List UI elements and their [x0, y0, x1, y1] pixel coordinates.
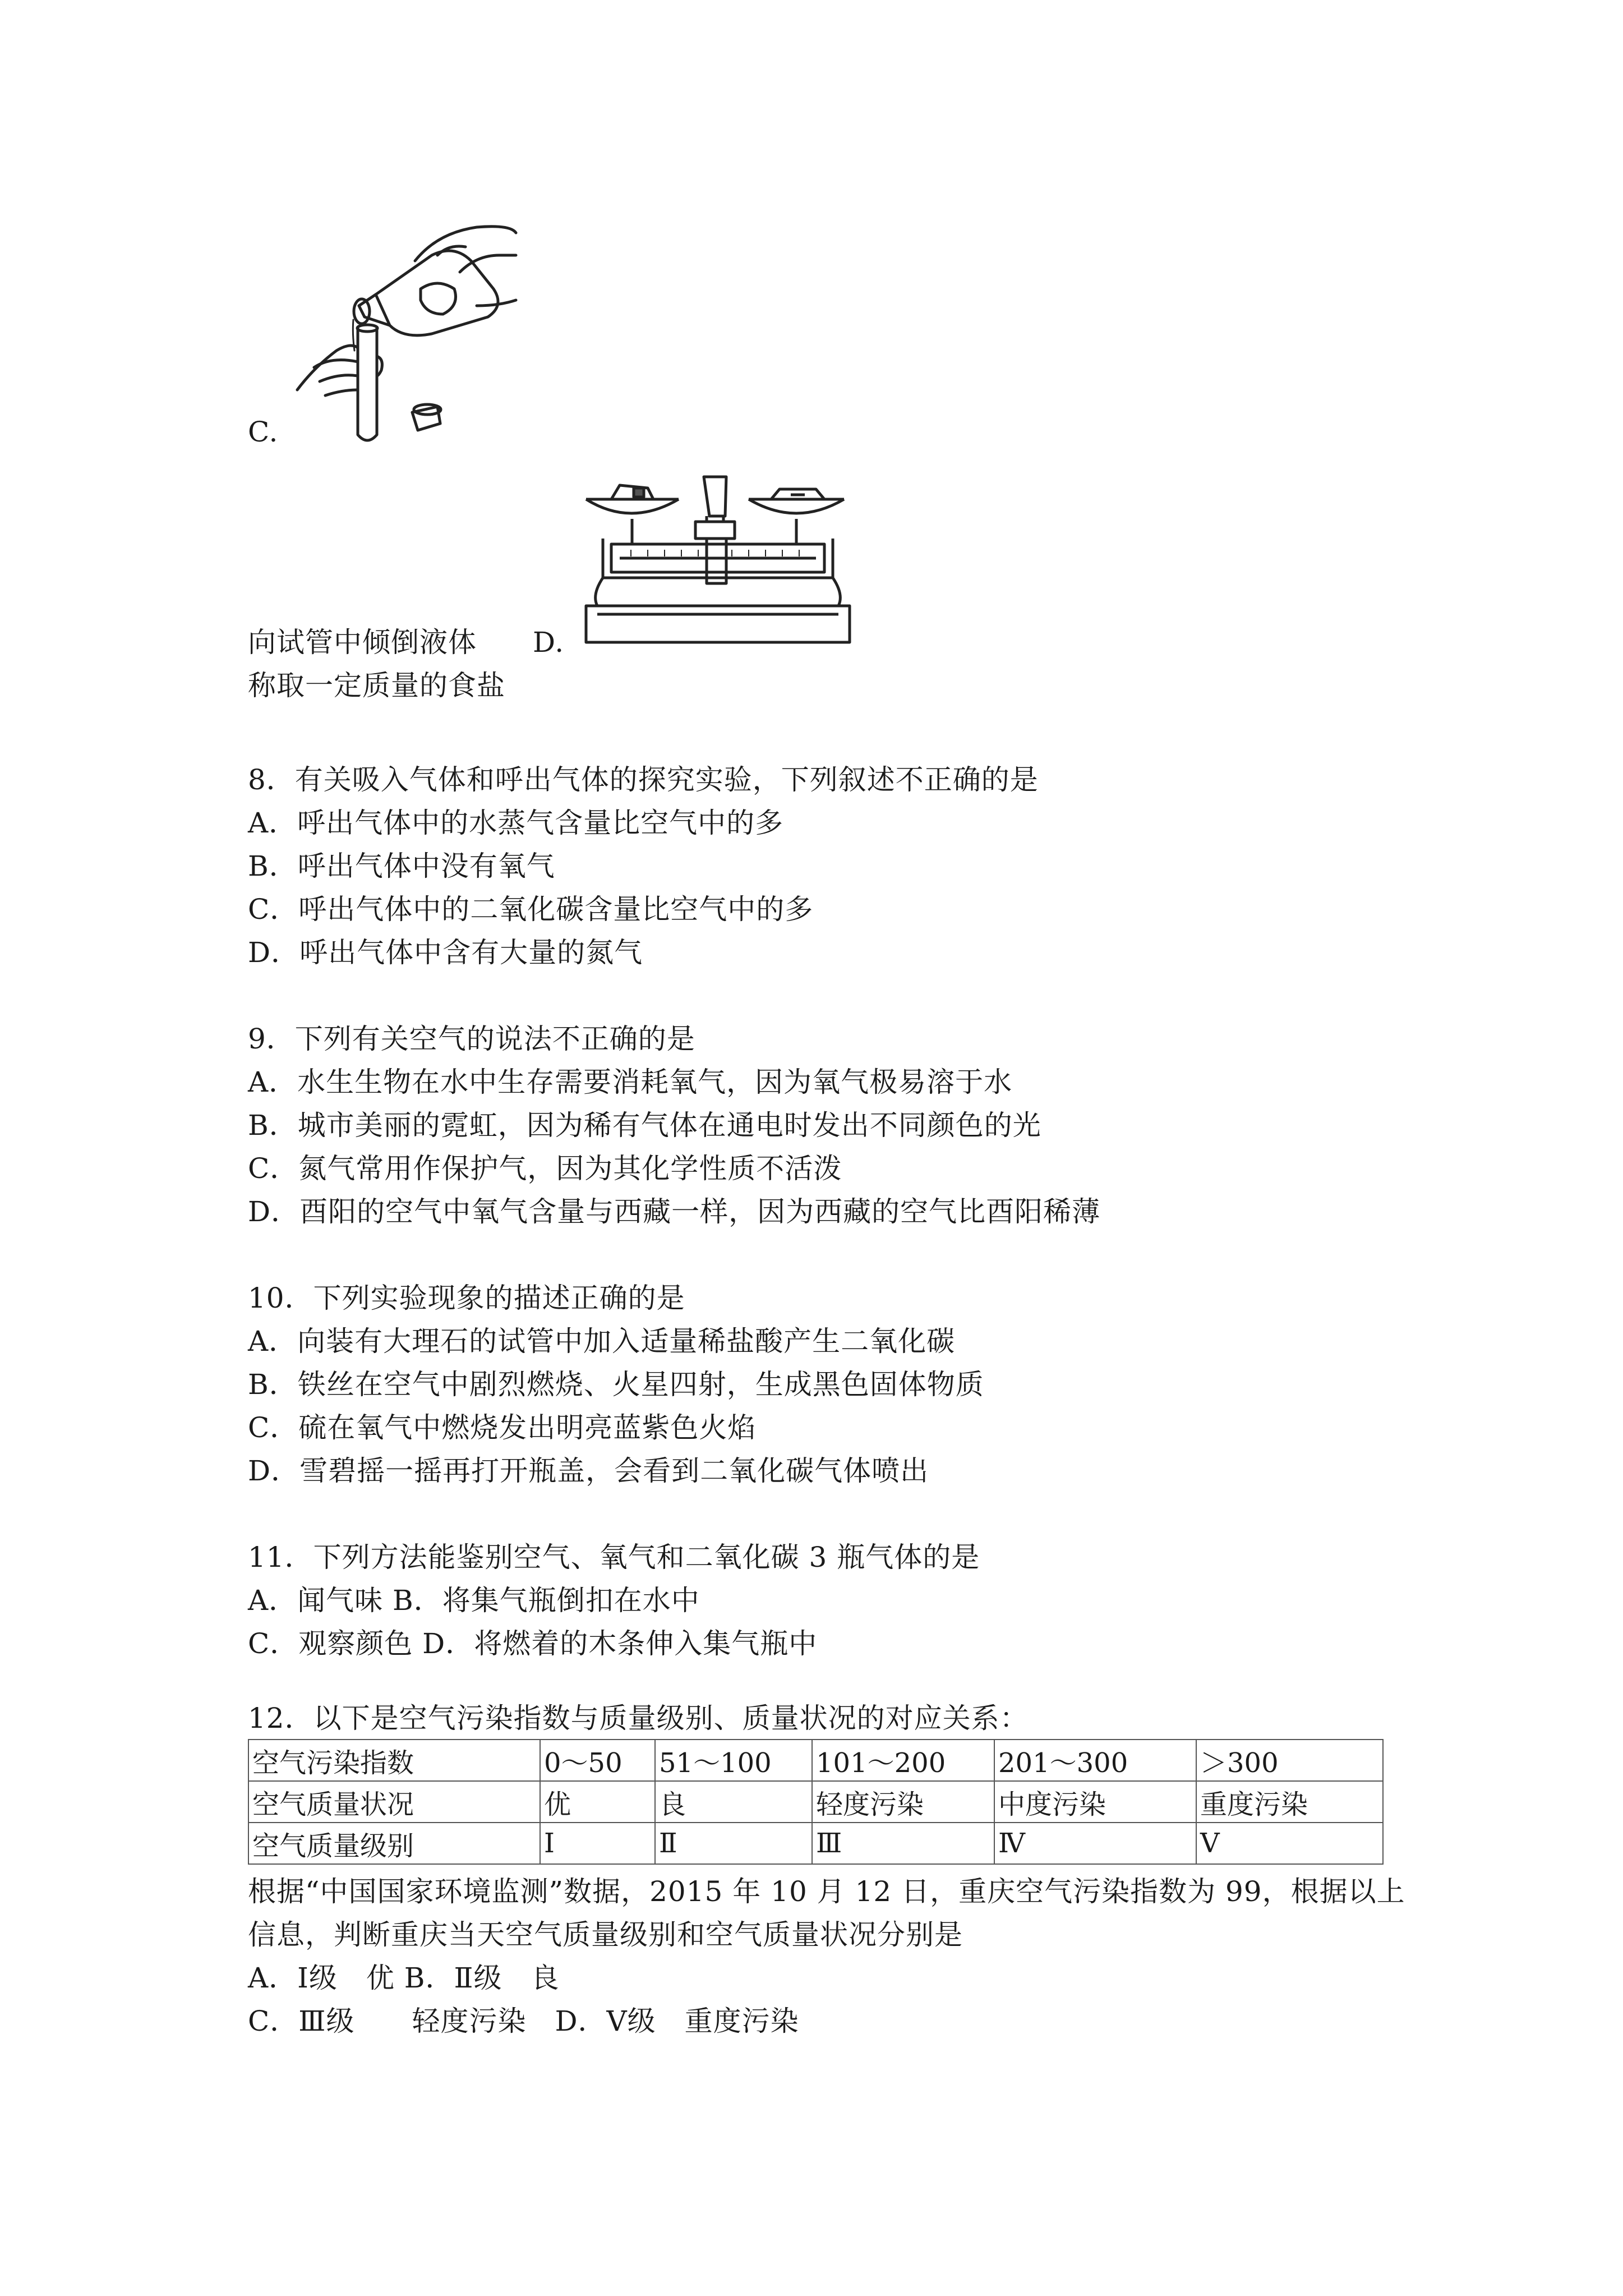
q7-option-c-label: C.	[248, 416, 279, 448]
q8-option-a: A．呼出气体中的水蒸气含量比空气中的多	[248, 807, 784, 839]
q9-option-c: C．氮气常用作保护气，因为其化学性质不活泼	[248, 1152, 842, 1185]
q11-stem: 11．下列方法能鉴别空气、氧气和二氧化碳 3 瓶气体的是	[248, 1541, 980, 1573]
air-quality-table	[248, 1739, 1384, 1865]
q8-option-b: B．呼出气体中没有氧气	[248, 850, 555, 882]
q9-option-a: A．水生生物在水中生存需要消耗氧气，因为氧气极易溶于水	[248, 1066, 1013, 1098]
q8-option-c: C．呼出气体中的二氧化碳含量比空气中的多	[248, 893, 814, 926]
q12-info-line2: 信息，判断重庆当天空气质量级别和空气质量状况分别是	[248, 1918, 963, 1951]
table-cell: Ⅱ	[655, 1823, 812, 1864]
q12-options-row2: C．Ⅲ级 轻度污染 D．Ⅴ级 重度污染	[248, 2005, 799, 2037]
q7-option-d-text: 称取一定质量的食盐	[248, 669, 505, 702]
q11-options-row2: C．观察颜色 D．将燃着的木条伸入集气瓶中	[248, 1627, 818, 1660]
q10-option-c: C．硫在氧气中燃烧发出明亮蓝紫色火焰	[248, 1411, 757, 1444]
table-cell: 空气质量状况	[248, 1781, 540, 1823]
table-cell: Ⅲ	[812, 1823, 994, 1864]
q10-stem: 10．下列实验现象的描述正确的是	[248, 1282, 685, 1314]
q9-option-d: D．酉阳的空气中氧气含量与西藏一样，因为西藏的空气比酉阳稀薄	[248, 1195, 1101, 1228]
q10-option-a: A．向装有大理石的试管中加入适量稀盐酸产生二氧化碳	[248, 1325, 956, 1358]
table-row	[248, 1740, 1383, 1781]
pouring-liquid-illustration	[292, 222, 527, 446]
q10-option-b: B．铁丝在空气中剧烈燃烧、火星四射，生成黑色固体物质	[248, 1368, 984, 1401]
balance-scale-illustration	[580, 466, 872, 656]
table-cell: Ⅰ	[540, 1823, 655, 1864]
q7-option-c-text: 向试管中倾倒液体	[248, 626, 477, 659]
q11-options-row1: A．闻气味 B．将集气瓶倒扣在水中	[248, 1584, 700, 1617]
table-cell: Ⅳ	[994, 1823, 1196, 1864]
q9-option-b: B．城市美丽的霓虹，因为稀有气体在通电时发出不同颜色的光	[248, 1109, 1041, 1142]
table-cell: 空气污染指数	[248, 1740, 540, 1781]
table-cell: 0～50	[540, 1740, 655, 1781]
q8-option-d: D．呼出气体中含有大量的氮气	[248, 936, 643, 969]
table-cell: 轻度污染	[812, 1781, 994, 1823]
q8-stem: 8．有关吸入气体和呼出气体的探究实验，下列叙述不正确的是	[248, 763, 1039, 796]
q12-info-line1: 根据“中国国家环境监测”数据，2015 年 10 月 12 日，重庆空气污染指数为 99，根据以上	[248, 1875, 1405, 1908]
table-cell: 51～100	[655, 1740, 812, 1781]
q10-option-d: D．雪碧摇一摇再打开瓶盖，会看到二氧化碳气体喷出	[248, 1455, 929, 1487]
table-row	[248, 1823, 1383, 1864]
table-cell: 空气质量级别	[248, 1823, 540, 1864]
table-row	[248, 1781, 1383, 1823]
q12-options-row1: A．Ⅰ级 优 B．Ⅱ级 良	[248, 1962, 560, 1994]
table-cell: 优	[540, 1781, 655, 1823]
q12-stem: 12．以下是空气污染指数与质量级别、质量状况的对应关系：	[248, 1702, 1029, 1734]
table-cell: 中度污染	[994, 1781, 1196, 1823]
table-cell: 101～200	[812, 1740, 994, 1781]
q7-option-d-label: D.	[533, 626, 565, 659]
table-cell: 重度污染	[1196, 1781, 1383, 1823]
q9-stem: 9．下列有关空气的说法不正确的是	[248, 1023, 695, 1055]
table-cell: 良	[655, 1781, 812, 1823]
table-cell: Ⅴ	[1196, 1823, 1383, 1864]
table-cell: ＞300	[1196, 1740, 1383, 1781]
table-cell: 201～300	[994, 1740, 1196, 1781]
